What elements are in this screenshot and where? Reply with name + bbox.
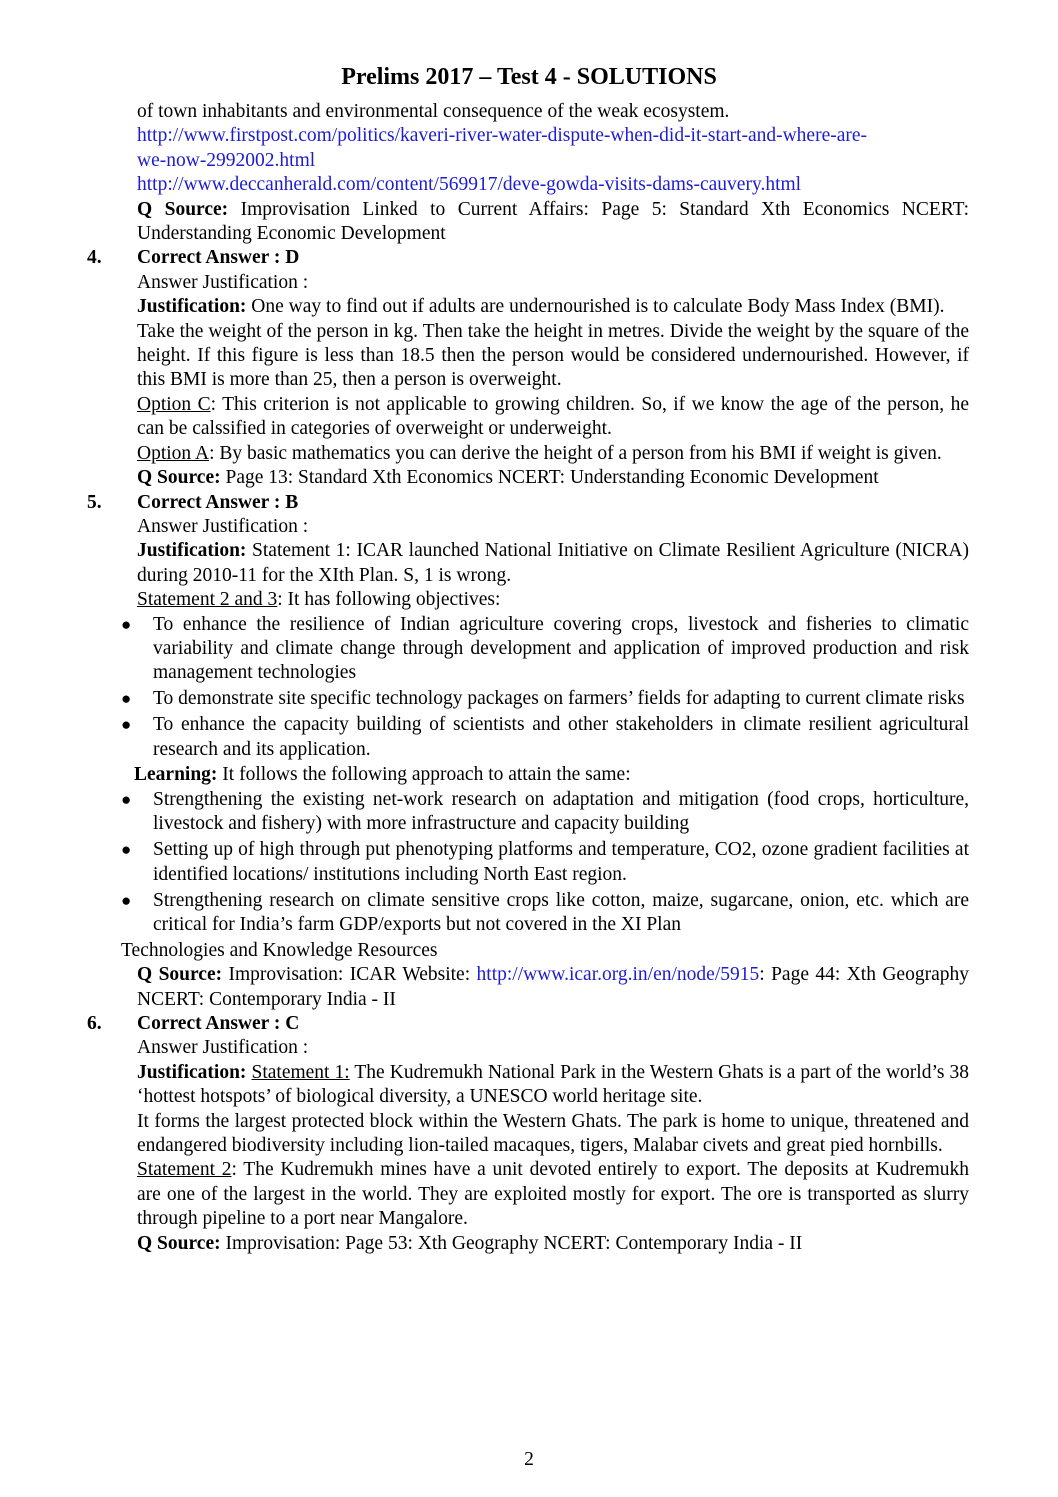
q-source-label: Q Source:	[137, 467, 221, 489]
answer-justification-heading: Answer Justification :	[137, 1037, 309, 1059]
icar-link[interactable]: http://www.icar.org.in/en/node/5915	[476, 964, 760, 986]
bullet-dot-icon: ●	[121, 715, 132, 735]
statement-2-3: Statement 2 and 3: It has following objectives:	[137, 589, 501, 611]
bullet-dot-icon: ●	[121, 689, 132, 709]
answer-justification-heading: Answer Justification :	[137, 515, 309, 537]
question-5	[87, 491, 969, 1013]
option-c-label: Option C	[137, 393, 211, 415]
question-6	[87, 1012, 969, 1256]
justification: Justification: One way to find out if adults are undernourished is to calculate Body Mass Index (BMI).	[137, 296, 945, 318]
page-content	[87, 100, 970, 1256]
question-4	[87, 246, 969, 490]
source-link-firstpost[interactable]	[137, 124, 969, 173]
question-number: 5.	[87, 491, 102, 513]
bullet-dot-icon: ●	[121, 890, 132, 910]
correct-answer: Correct Answer : B	[137, 491, 299, 513]
option-a-label: Option A	[137, 442, 210, 464]
page-number: 2	[524, 1449, 534, 1470]
approach-list	[121, 788, 969, 937]
q-source-prev: Q Source: Improvisation Linked to Current Affairs: Page 5: Standard Xth Economics NCERT: Understanding Economic Development	[137, 198, 970, 245]
learning-label: Learning:	[134, 764, 218, 786]
q-source-label: Q Source:	[137, 1232, 221, 1254]
list-item: ● To enhance the capacity building of scientists and other stakeholders in climate resilient agricultural research and its application.	[121, 714, 969, 760]
list-item: ● To demonstrate site specific technology packages on farmers’ fields for adapting to current climate risks	[153, 687, 969, 711]
page-title: Prelims 2017 – Test 4 - SOLUTIONS	[341, 64, 717, 90]
statement-1-label: Statement 1:	[251, 1061, 350, 1083]
bullet-dot-icon: ●	[121, 614, 132, 634]
question-number: 6.	[87, 1013, 102, 1035]
statement-label: Statement 2 and 3	[137, 589, 278, 611]
option-c-explanation: Option C: This criterion is not applicable to growing children. So, if we know the age of the person, he can be calssified in categories of overweight or underweight.	[137, 393, 969, 440]
justification-label: Justification:	[137, 1061, 247, 1083]
list-item: ● Strengthening the existing net-work research on adaptation and mitigation (food crops, horticulture, livestock and fishery) with more infrastructure and capacity building	[121, 788, 969, 835]
statement-2: Statement 2: The Kudremukh mines have a unit devoted entirely to export. The deposits at Kudremukh are one of the largest in the world. They are exploited mostly for export. The ore is transported as slurry through pipeline to a port near Mangalore.	[137, 1159, 969, 1230]
correct-answer: Correct Answer : D	[137, 247, 300, 269]
kudremukh-park-details: It forms the largest protected block within the Western Ghats. The park is home to unique, threatened and endangered biodiversity including lion-tailed macaques, tigers, Malabar civets and great pied hornbills.	[137, 1110, 969, 1157]
bullet-dot-icon: ●	[121, 840, 132, 860]
option-a-explanation: Option A: By basic mathematics you can derive the height of a person from his BMI if weight is given.	[137, 442, 942, 464]
justification: Justification: Statement 1: The Kudremukh National Park in the Western Ghats is a part of the world’s 38 ‘hottest hotspots’ of biological diversity, a UNESCO world heritage site.	[137, 1061, 969, 1108]
q-source: Q Source: Page 13: Standard Xth Economics NCERT: Understanding Economic Development	[137, 467, 879, 489]
firstpost-link[interactable]: http://www.firstpost.com/politics/kaveri-river-water-dispute-when-did-it-start-and-where-are- we-now-2992002.html	[137, 125, 868, 171]
question-number: 4.	[87, 247, 102, 269]
answer-justification-heading: Answer Justification :	[137, 271, 309, 293]
learning: Learning: It follows the following approach to attain the same:	[134, 764, 631, 786]
q-source: Q Source: Improvisation: Page 53: Xth Geography NCERT: Contemporary India - II	[137, 1232, 803, 1254]
correct-answer: Correct Answer : C	[137, 1013, 300, 1035]
q-source-label: Q Source:	[137, 964, 223, 986]
tech-heading: Technologies and Knowledge Resources	[121, 939, 438, 961]
source-link-deccanherald[interactable]	[137, 173, 969, 197]
list-item: ● To enhance the resilience of Indian agriculture covering crops, livestock and fisheries to climatic variability and climate change through development and application of improved production and risk management technologies	[121, 613, 969, 684]
q-source-label: Q Source:	[137, 198, 229, 220]
list-item: ● Strengthening research on climate sensitive crops like cotton, maize, sugarcane, onion, etc. which are critical for India’s farm GDP/exports but not covered in the XI Plan	[121, 889, 969, 935]
justification-label: Justification:	[137, 296, 247, 318]
q-source: Q Source: Improvisation: ICAR Website: http://www.icar.org.in/en/node/5915: Page 44: Xth Geography NCERT: Contemporary India - II	[137, 964, 969, 1010]
bullet-dot-icon: ●	[121, 789, 132, 809]
bmi-explanation: Take the weight of the person in kg. Then take the height in metres. Divide the weight by the square of the height. If this figure is less than 18.5 then the person would be considered undernourished. However, if this BMI is more than 25, then a person is overweight.	[137, 320, 969, 391]
justification-label: Justification:	[137, 540, 247, 562]
statement-2-label: Statement 2	[137, 1159, 232, 1181]
objectives-list	[121, 613, 969, 762]
list-item: ● Setting up of high through put phenotyping platforms and temperature, CO2, ozone gradient facilities at identified locations/ institutions including North East region.	[121, 839, 969, 885]
continuation-text: of town inhabitants and environmental consequence of the weak ecosystem.	[137, 101, 730, 122]
deccanherald-link[interactable]: http://www.deccanherald.com/content/569917/deve-gowda-visits-dams-cauvery.html	[137, 174, 802, 196]
justification: Justification: Statement 1: ICAR launched National Initiative on Climate Resilient Agriculture (NICRA) during 2010-11 for the XIth Plan. S, 1 is wrong.	[137, 540, 969, 586]
